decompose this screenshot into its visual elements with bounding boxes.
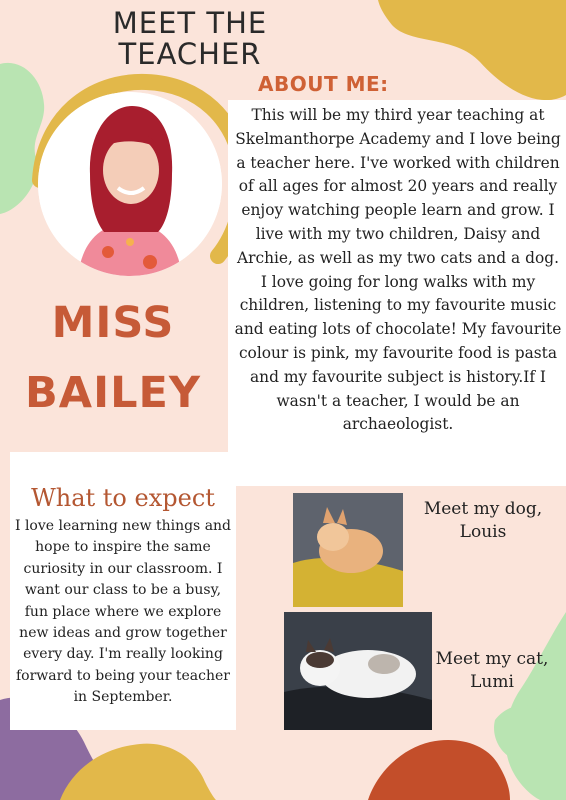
expect-heading: What to expect [31, 484, 215, 512]
dog-photo [293, 493, 403, 607]
teacher-name-line-2: BAILEY [25, 368, 201, 418]
about-body: This will be my third year teaching at Skelmanthorpe Academy and I love being a teacher here. I've worked with children of all ages for almost 20 years and really enjoy watching people learn and grow. I live with my two children, Daisy and Archie, as well as my two cats and a dog. I love going for long walks with my children, listening to my favourite music and eating lots of chocolate! My favourite colour is pink, my favourite food is pasta and my favourite subject is history.If I wasn't a teacher, I would be an archaeologist. [234, 106, 562, 434]
mustard-blob-top-right [378, 0, 566, 100]
brick-blob-bottom-right [368, 740, 510, 800]
teacher-photo-placeholder [38, 92, 222, 276]
cat-photo [284, 612, 432, 730]
dog-photo-placeholder [293, 493, 403, 607]
dog-caption: Meet my dog, Louis [423, 499, 543, 542]
page-title [95, 8, 285, 70]
teacher-portrait [38, 92, 222, 276]
title-line-2: TEACHER [118, 37, 262, 71]
about-heading: ABOUT ME: [258, 72, 389, 96]
expect-body: I love learning new things and hope to inspire the same curiosity in our classroom. I want our class to be a busy, fun place where we explore new ideas and grow together every day. I'm really looking forward to being your teacher in September. [14, 518, 232, 706]
cat-caption: Meet my cat, Lumi [435, 649, 549, 692]
mint-blob-bottom-right [505, 612, 566, 800]
teacher-name-line-1: MISS [51, 298, 175, 348]
title-line-1: MEET THE [112, 6, 268, 40]
cat-photo-placeholder [284, 612, 432, 730]
